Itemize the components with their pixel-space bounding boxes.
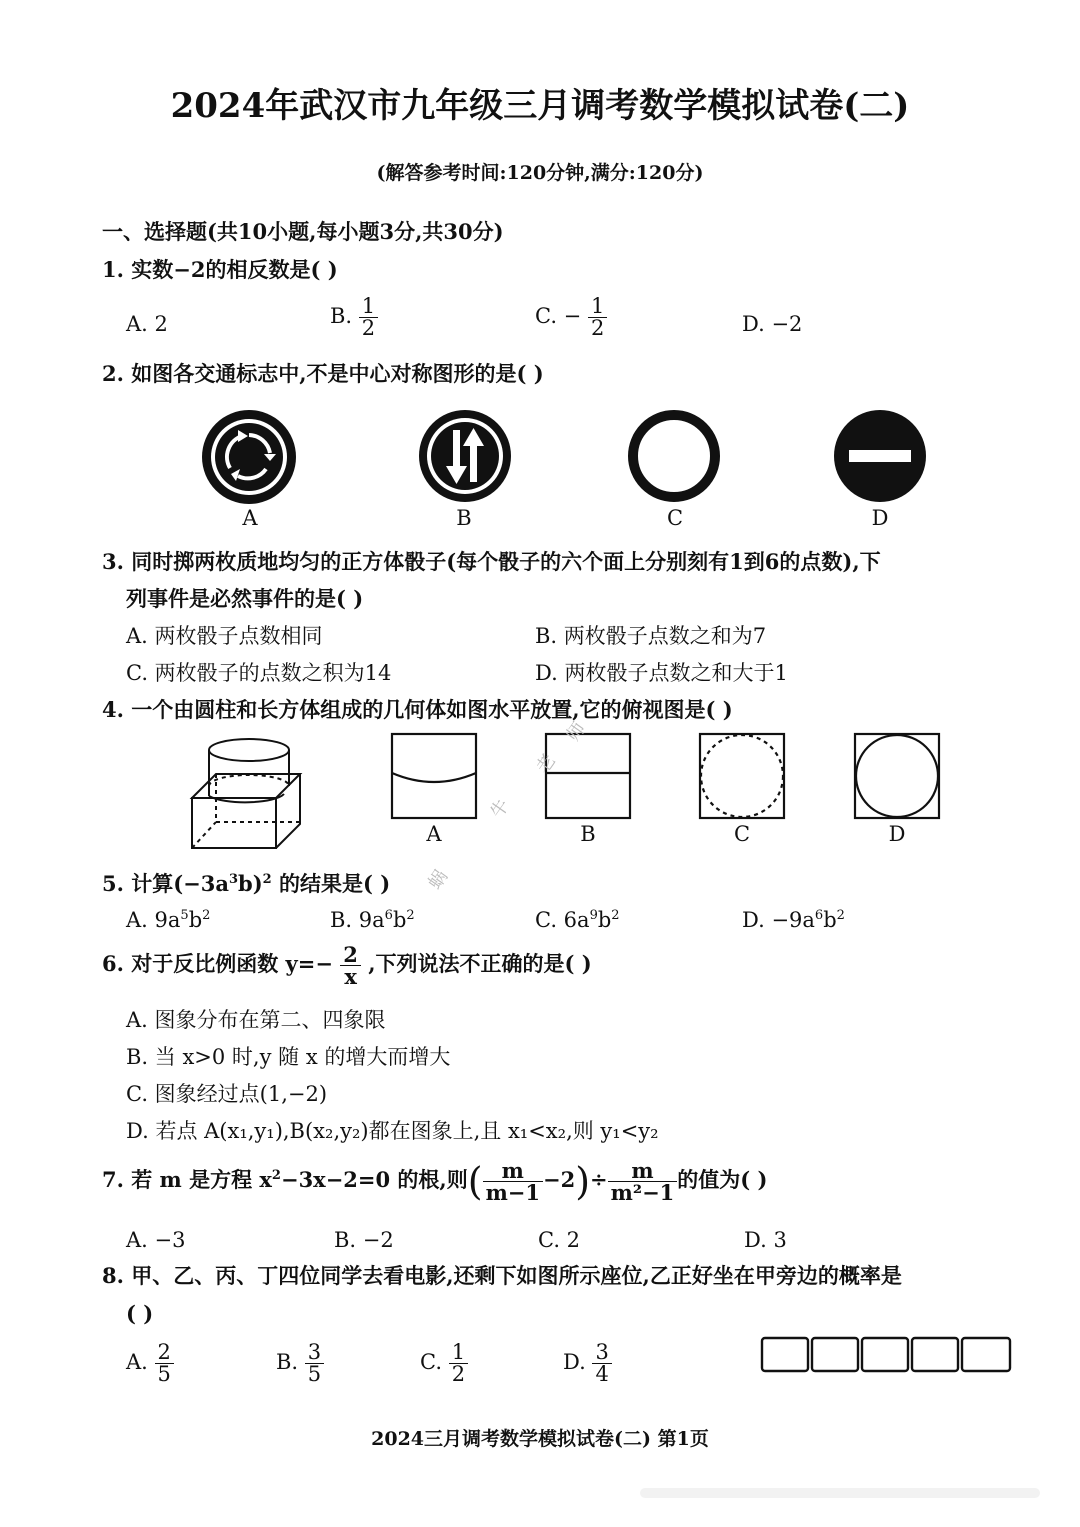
q8-option-b: B. $\frac{3}{5}$ (276, 1342, 324, 1385)
q4-label-c: C (733, 822, 751, 846)
top-view-b-figure (545, 733, 631, 819)
q8-option-d: D. $\frac{3}{4}$ (563, 1342, 612, 1385)
q3-option-d: D. 两枚骰子点数之和大于1 (535, 661, 788, 685)
q2-label-d: D (871, 506, 889, 530)
two-way-traffic-sign-icon (417, 408, 513, 504)
q8-stem-line1: 8. 甲、乙、丙、丁四位同学去看电影,还剩下如图所示座位,乙正好坐在甲旁边的概率是 (102, 1263, 902, 1288)
q5-stem: 5. 计算$(-3a^3b)^2$ 的结果是( ) (102, 871, 391, 896)
q1-stem: 1. 实数−2的相反数是( ) (102, 257, 338, 282)
top-view-d-figure (854, 733, 940, 819)
watermark-char: 牛 (486, 795, 514, 823)
top-view-a-figure (391, 733, 477, 819)
roundabout-sign-icon (200, 408, 298, 506)
page-subtitle: (解答参考时间:120分钟,满分:120分) (376, 162, 704, 184)
q8-option-c: C. $\frac{1}{2}$ (420, 1342, 468, 1385)
q3-stem-line2: 列事件是必然事件的是( ) (126, 586, 364, 611)
watermark-char: 师 (562, 718, 590, 746)
q6-option-b: B. 当 x>0 时,y 随 x 的增大而增大 (126, 1045, 451, 1069)
q1-option-c: C. − $\frac{1}{2}$ (535, 296, 607, 339)
q2-stem: 2. 如图各交通标志中,不是中心对称图形的是( ) (102, 361, 544, 386)
q3-option-b: B. 两枚骰子点数之和为7 (535, 624, 767, 648)
q4-label-a: A (426, 822, 442, 846)
q4-stem: 4. 一个由圆柱和长方体组成的几何体如图水平放置,它的俯视图是( ) (102, 697, 733, 722)
q7-stem: 7. 若 m 是方程 $x^2-3x-2=0$ 的根,则( $\frac{m}{m-1}$ −2)÷ $\frac{m}{\text{m²−1}}$ 的值为( ) (102, 1158, 768, 1205)
q2-label-c: C (666, 506, 684, 530)
q5-option-a: A. $9a^5b^2$ (126, 908, 211, 932)
q6-stem: 6. 对于反比例函数 y=− $\frac{2}{x}$ ,下列说法不正确的是( ) (102, 942, 592, 989)
q1-option-d: D. −2 (742, 312, 803, 336)
q5-option-b: B. $9a^6b^2$ (330, 908, 415, 932)
q2-label-a: A (242, 506, 258, 530)
watermark-char: 蜗 (424, 866, 452, 894)
q7-option-c: C. 2 (538, 1228, 581, 1252)
q2-label-b: B (456, 506, 472, 530)
q5-option-d: D. $-9a^6b^2$ (742, 908, 845, 932)
watermark-char: 老 (532, 750, 560, 778)
top-view-c-figure (699, 733, 785, 819)
q6-option-c: C. 图象经过点(1,−2) (126, 1082, 328, 1106)
q8-stem-line2: ( ) (126, 1301, 154, 1326)
q3-stem-line1: 3. 同时掷两枚质地均匀的正方体骰子(每个骰子的六个面上分别刻有1到6的点数),下 (102, 549, 881, 574)
cylinder-on-box-figure (188, 734, 304, 854)
q3-option-c: C. 两枚骰子的点数之积为14 (126, 661, 392, 685)
section-heading: 一、选择题(共10小题,每小题3分,共30分) (102, 219, 504, 244)
q5-option-c: C. $6a^9b^2$ (535, 908, 620, 932)
q6-option-d: D. 若点 A(x₁,y₁),B(x₂,y₂)都在图象上,且 x₁<x₂,则 y₁<y₂ (126, 1119, 659, 1143)
q1-option-b: B. $\frac{1}{2}$ (330, 296, 378, 339)
q4-label-b: B (580, 822, 596, 846)
q7-option-a: A. −3 (126, 1228, 186, 1252)
q7-option-b: B. −2 (334, 1228, 394, 1252)
q3-option-a: A. 两枚骰子点数相同 (126, 624, 323, 648)
ring-sign-icon (626, 408, 722, 504)
empty-seats-figure (760, 1336, 1014, 1374)
q8-option-a: A. $\frac{2}{5}$ (126, 1342, 174, 1385)
scrollbar-track[interactable] (640, 1488, 1040, 1498)
page-title: 2024年武汉市九年级三月调考数学模拟试卷(二) (170, 86, 910, 126)
q1-option-a: A. 2 (126, 312, 168, 336)
q6-option-a: A. 图象分布在第二、四象限 (126, 1008, 386, 1032)
page-footer: 2024三月调考数学模拟试卷(二) 第1页 (371, 1428, 709, 1450)
q7-option-d: D. 3 (744, 1228, 787, 1252)
q4-label-d: D (888, 822, 906, 846)
no-entry-sign-icon (832, 408, 928, 504)
